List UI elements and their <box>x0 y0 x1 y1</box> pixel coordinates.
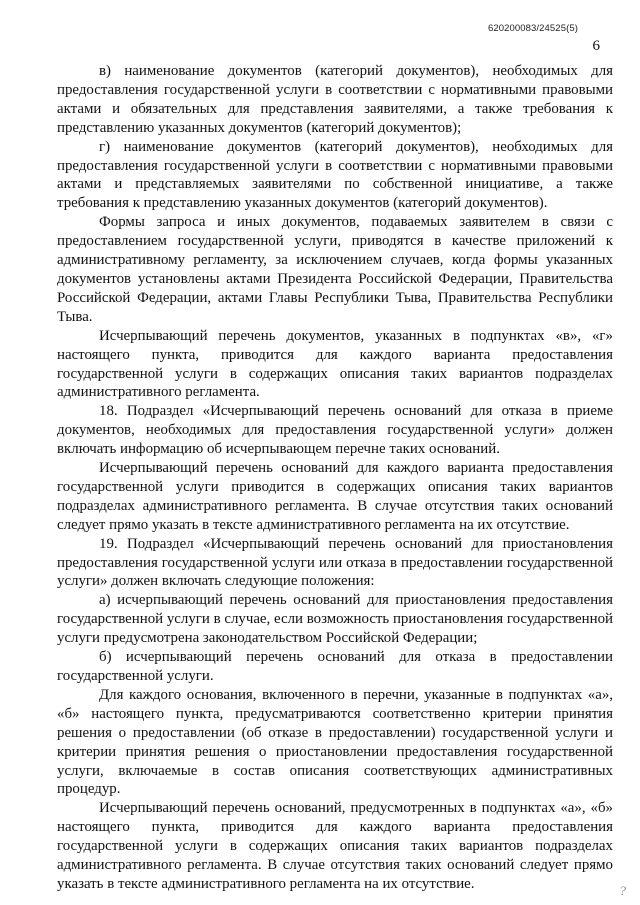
document-body <box>57 62 613 894</box>
scan-corner-mark: ? <box>619 883 626 898</box>
paragraph-b-refusal-grounds: б) исчерпывающий перечень оснований для отказа в предоставлении государственной услуги. <box>57 649 613 684</box>
paragraph-g-documents-own-initiative: г) наименование документов (категорий документов), необходимых для предоставления государственной услуги в соответствии с нормативными правовыми актами и представляемых заявителями по собственной инициативе, а также требования к представлению указанных документов (категорий документов). <box>57 138 613 212</box>
paragraph-request-forms: Формы запроса и иных документов, подаваемых заявителем в связи с предоставлением государственной услуги, приводятся в качестве приложений к административному регламенту, за исключением случаев, когда формы указанных документов установлены актами Президента Российской Федерации, Правительства Российской Федерации, актами Главы Республики Тыва, Правительства Республики Тыва. <box>57 214 613 325</box>
page-number: 6 <box>592 38 600 54</box>
document-id: 620200083/24525(5) <box>487 23 578 34</box>
paragraph-refusal-grounds-per-variant: Исчерпывающий перечень оснований для каждого варианта предоставления государственной услуги приводится в содержащих описания таких вариантов подразделах административного регламента. В случае отсутствия таких оснований следует прямо указать в тексте административного регламента на их отсутствие. <box>57 460 613 533</box>
paragraph-exhaustive-list-documents: Исчерпывающий перечень документов, указанных в подпунктах «в», «г» настоящего пункта, приводится для каждого варианта предоставления государственной услуги в содержащих описания таких вариантов подразделах административного регламента. <box>57 327 613 401</box>
paragraph-exhaustive-list-grounds: Исчерпывающий перечень оснований, предусмотренных в подпунктах «а», «б» настоящего пункта, приводится для каждого варианта предоставления государственной услуги в содержащих описания таких вариантов подразделах административного регламента. В случае отсутствия таких оснований следует прямо указать в тексте административного регламента на их отсутствие. <box>57 800 613 892</box>
paragraph-decision-criteria: Для каждого основания, включенного в перечни, указанные в подпунктах «а», «б» настоящего пункта, предусматриваются соответственно критерии принятия решения о предоставлении (об отказе в предоставлении) государственной услуги и критерии принятия решения о приостановлении предоставления государственной услуги, включаемые в состав описания соответствующих административных процедур. <box>57 686 613 798</box>
paragraph-v-documents-mandatory: в) наименование документов (категорий документов), необходимых для предоставления государственной услуги в соответствии с нормативными правовыми актами и обязательных для представления заявителями, а также требования к представлению указанных документов (категорий документов); <box>57 63 613 136</box>
paragraph-a-suspension-grounds: а) исчерпывающий перечень оснований для приостановления предоставления государственной услуги в случае, если возможность приостановления государственной услуги предусмотрена законодательством Российской Федерации; <box>57 592 613 647</box>
paragraph-19-suspension-refusal: 19. Подраздел «Исчерпывающий перечень оснований для приостановления предоставления государственной услуги или отказа в предоставлении государственной услуги» должен включать следующие положения: <box>57 535 613 590</box>
paragraph-18-refusal-grounds: 18. Подраздел «Исчерпывающий перечень оснований для отказа в приеме документов, необходимых для предоставления государственной услуги» должен включать информацию об исчерпывающем перечне таких оснований. <box>57 403 613 458</box>
